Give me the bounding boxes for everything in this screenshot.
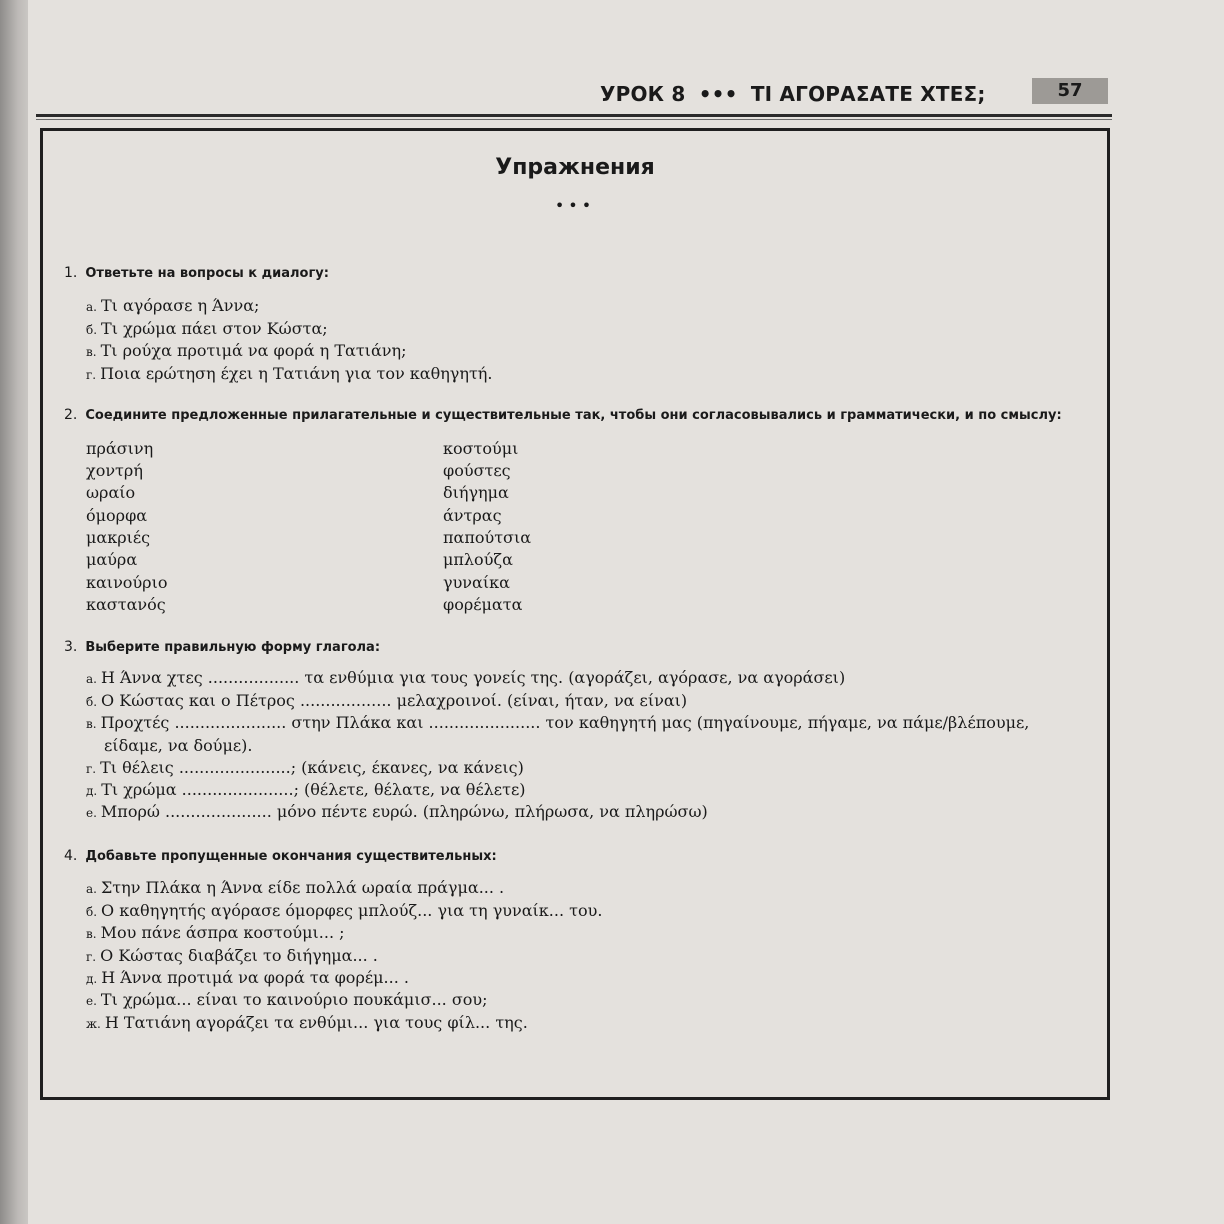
item-text: Τι θέλεις ......................; (κάνεις, έκανες, να κάνεις)	[100, 758, 524, 777]
exercise-4-item	[86, 946, 378, 965]
item-marker: ж.	[86, 1017, 101, 1031]
exercise-4-item	[86, 878, 504, 897]
noun-word: φούστες	[443, 461, 511, 480]
adjective-word: ωραίο	[86, 483, 136, 502]
adjective-word: μακριές	[86, 528, 151, 547]
item-marker: д.	[86, 784, 98, 798]
item-marker: а.	[86, 300, 97, 314]
exercise-3-item	[86, 668, 845, 687]
exercise-4-item	[86, 901, 602, 920]
section-dots: •••	[554, 196, 596, 215]
exercise-3-item	[86, 758, 524, 777]
item-text: Στην Πλάκα η Άννα είδε πολλά ωραία πράγμα... .	[100, 878, 505, 897]
exercise-3-item	[86, 802, 708, 821]
item-text: Τι χρώμα πάει στον Κώστα;	[101, 319, 328, 338]
item-text: Τι χρώμα... είναι το καινούριο πουκάμισ... σου;	[100, 990, 488, 1009]
section-title: Упражнения	[495, 155, 655, 180]
adjective-word: όμορφα	[86, 506, 148, 525]
item-text: Η Άννα χτες .................. τα ενθύμια για τους γονείς της. (αγοράζει, αγόρασε, να αγοράσει)	[100, 668, 846, 687]
exercise-3-heading	[64, 639, 380, 655]
exercise-4-item	[86, 990, 488, 1009]
exercise-number: 4.	[64, 848, 78, 864]
item-text: Τι χρώμα ......................; (θέλετε, θέλατε, να θέλετε)	[101, 780, 526, 799]
exercise-instruction: Соедините предложенные прилагательные и существительные так, чтобы они согласовывались и грамматически, и по смыслу:	[85, 408, 1062, 423]
item-text: Προχτές ...................... στην Πλάκα και ...................... τον καθηγητή μας (πηγαίνουμε, πήγαμε, να πάμε/βλέπουμε,	[100, 713, 1030, 732]
header-rule	[36, 114, 1112, 117]
exercise-1-item	[86, 296, 259, 315]
exercise-2-heading	[64, 407, 1062, 423]
noun-word: παπούτσια	[443, 528, 532, 547]
item-marker: г.	[86, 368, 97, 382]
exercise-1-heading	[64, 265, 329, 281]
header-rule-thin	[36, 119, 1112, 120]
exercise-3-item	[86, 780, 525, 799]
item-marker: е.	[86, 994, 97, 1008]
page-number: 57	[1032, 78, 1108, 104]
exercise-instruction: Добавьте пропущенные окончания существительных:	[85, 849, 497, 864]
noun-word: διήγημα	[443, 483, 509, 502]
item-marker: в.	[86, 345, 97, 359]
item-text: Η Τατιάνη αγοράζει τα ενθύμι... για τους φίλ... της.	[104, 1013, 528, 1032]
item-marker: д.	[86, 972, 98, 986]
exercise-1-item	[86, 319, 328, 338]
item-marker: в.	[86, 927, 97, 941]
item-text: Τι αγόρασε η Άννα;	[100, 296, 260, 315]
item-marker: г.	[86, 950, 97, 964]
exercise-1-item	[86, 341, 406, 360]
item-text: Ο Κώστας και ο Πέτρος .................. μελαχροινοί. (είναι, ήταν, να είναι)	[101, 691, 688, 710]
exercise-3-item	[86, 713, 1029, 732]
exercise-4-item	[86, 923, 345, 942]
exercise-number: 2.	[64, 407, 78, 423]
item-text: Τι ρούχα προτιμά να φορά η Τατιάνη;	[100, 341, 407, 360]
exercise-number: 1.	[64, 265, 78, 281]
item-text: είδαμε, να δούμε).	[104, 736, 253, 755]
adjective-word: καστανός	[86, 595, 166, 614]
exercise-instruction: Выберите правильную форму глагола:	[85, 640, 381, 655]
item-marker: г.	[86, 762, 97, 776]
item-marker: б.	[86, 905, 98, 919]
item-text: Μπορώ ..................... μόνο πέντε ευρώ. (πληρώνω, πλήρωσα, να πληρώσω)	[100, 802, 708, 821]
noun-word: άντρας	[443, 506, 502, 525]
item-marker: е.	[86, 806, 97, 820]
item-marker: б.	[86, 323, 98, 337]
item-marker: в.	[86, 717, 97, 731]
header-separator: •••	[698, 82, 738, 106]
item-marker: б.	[86, 695, 98, 709]
item-text: Η Άννα προτιμά να φορά τα φορέμ... .	[101, 968, 409, 987]
item-text: Ο καθηγητής αγόρασε όμορφες μπλούζ... για τη γυναίκ... του.	[101, 901, 603, 920]
running-header	[600, 82, 986, 108]
adjective-word: μαύρα	[86, 550, 138, 569]
adjective-word: χοντρή	[86, 461, 143, 480]
exercise-3-item	[86, 691, 687, 710]
exercise-4-item	[86, 1013, 528, 1032]
noun-word: κοστούμι	[443, 439, 519, 458]
adjective-word: καινούριο	[86, 573, 168, 592]
lesson-title: ΤΙ ΑΓΟΡΑΣΑΤΕ ΧΤΕΣ;	[750, 82, 986, 106]
item-text: Ο Κώστας διαβάζει το διήγημα... .	[100, 946, 378, 965]
exercise-1-item	[86, 364, 492, 383]
exercise-3-item-continuation	[104, 736, 252, 755]
noun-word: γυναίκα	[443, 573, 510, 592]
adjective-word: πράσινη	[86, 439, 154, 458]
item-marker: а.	[86, 882, 97, 896]
lesson-label: УРОК 8	[600, 82, 686, 106]
item-text: Μου πάνε άσπρα κοστούμι... ;	[100, 923, 345, 942]
exercise-instruction: Ответьте на вопросы к диалогу:	[85, 266, 329, 281]
noun-word: φορέματα	[443, 595, 523, 614]
item-text: Ποια ερώτηση έχει η Τατιάνη για τον καθηγητή.	[100, 364, 493, 383]
exercise-4-heading	[64, 848, 497, 864]
exercise-number: 3.	[64, 639, 78, 655]
item-marker: а.	[86, 672, 97, 686]
noun-word: μπλούζα	[443, 550, 513, 569]
exercise-4-item	[86, 968, 409, 987]
